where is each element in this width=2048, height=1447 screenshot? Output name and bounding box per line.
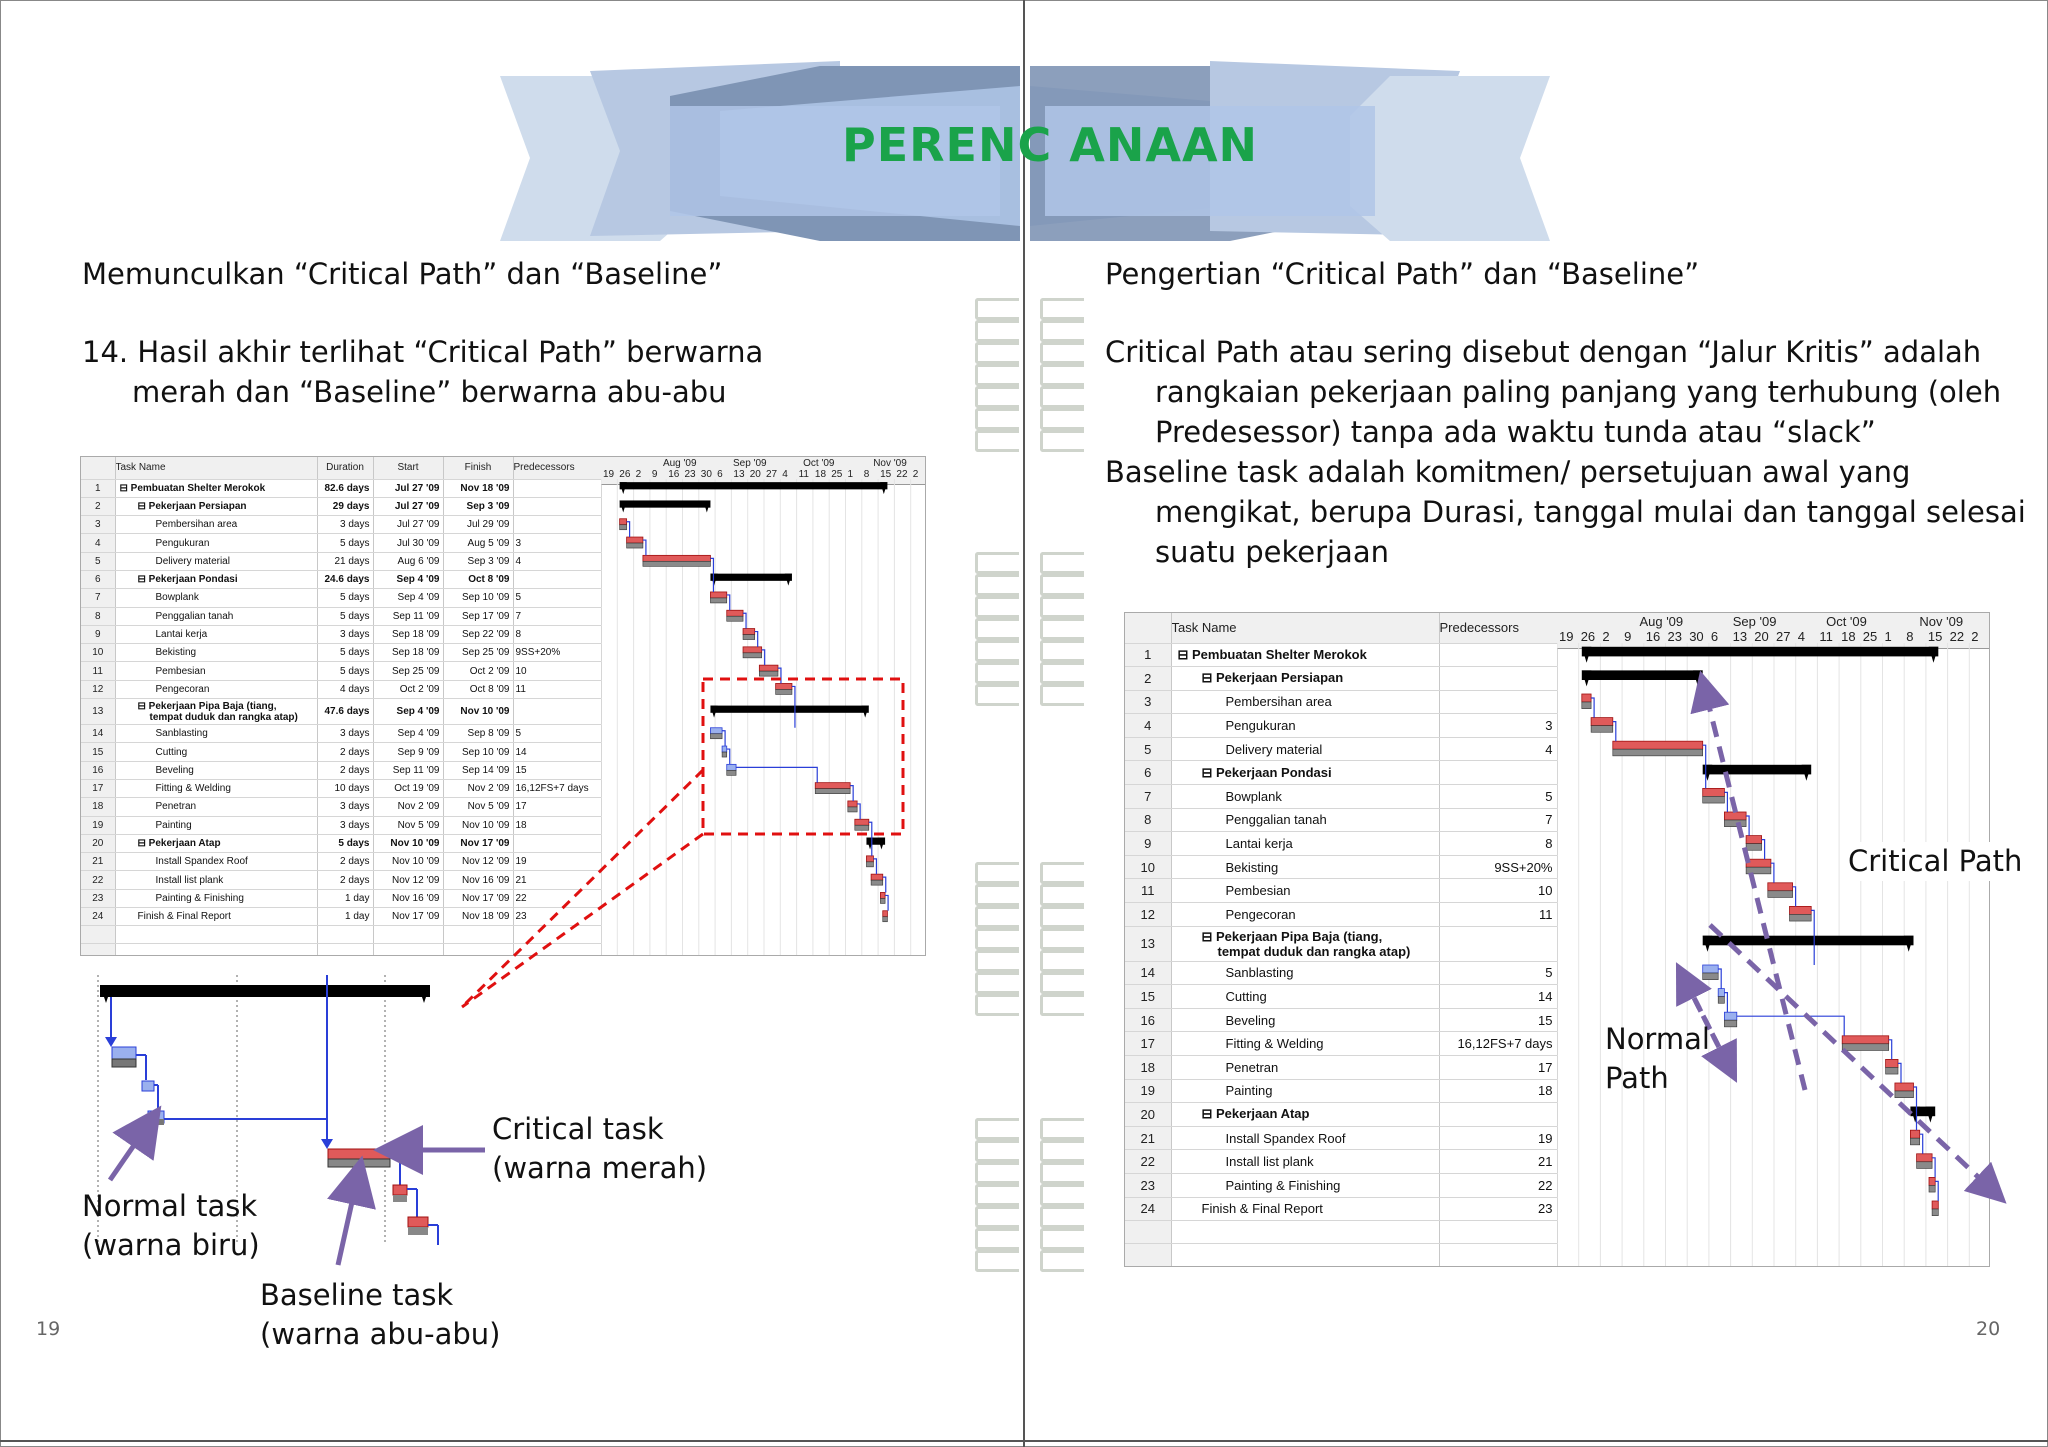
table-cell: 10 <box>513 662 601 680</box>
table-cell: 9 <box>81 625 115 643</box>
table-cell: 21 <box>1125 1126 1171 1150</box>
table-cell: 2 days <box>317 743 373 761</box>
table-cell: Nov 10 '09 <box>373 853 443 871</box>
table-cell: 7 <box>1439 808 1557 832</box>
table-cell: 15 <box>1439 1008 1557 1032</box>
table-cell: Nov 2 '09 <box>443 779 513 797</box>
table-cell: 8 <box>1439 832 1557 856</box>
task-name-cell: ⊟ Pembuatan Shelter Merokok <box>115 479 317 497</box>
table-cell: Jul 27 '09 <box>373 516 443 534</box>
table-cell: Sep 10 '09 <box>443 743 513 761</box>
table-cell: 5 <box>513 725 601 743</box>
timescale-day: 25 <box>1862 629 1878 644</box>
table-cell: Sep 9 '09 <box>373 743 443 761</box>
table-cell: 19 <box>513 853 601 871</box>
task-name: Sanblasting <box>1225 965 1294 981</box>
table-cell: 21 <box>81 853 115 871</box>
right-p2-line-2: mengikat, berupa Durasi, tanggal mulai dan tanggal selesai <box>1155 495 2026 529</box>
task-name-cell: ⊟ Pembuatan Shelter Merokok <box>1171 643 1439 667</box>
table-cell: Nov 18 '09 <box>443 908 513 926</box>
table-cell: Nov 17 '09 <box>373 908 443 926</box>
task-name: Beveling <box>155 764 194 776</box>
table-cell: 1 <box>81 479 115 497</box>
table-cell: 14 <box>81 725 115 743</box>
table-cell: 5 days <box>317 662 373 680</box>
col-start: Start <box>373 457 443 479</box>
table-cell: Sep 11 '09 <box>373 607 443 625</box>
timescale-day: 26 <box>619 469 631 480</box>
table-cell: Nov 17 '09 <box>443 889 513 907</box>
timescale-day: 18 <box>1841 629 1856 644</box>
table-cell: 8 <box>513 625 601 643</box>
col-finish: Finish <box>443 457 513 479</box>
table-cell: Aug 5 '09 <box>443 534 513 552</box>
table-cell: 18 <box>513 816 601 834</box>
task-name: Pekerjaan Pondasi <box>1216 764 1332 780</box>
table-cell: 23 <box>513 908 601 926</box>
table-cell: 14 <box>1439 985 1557 1009</box>
task-name-cell: ⊟ Pekerjaan Pondasi <box>115 570 317 588</box>
table-cell: Jul 30 '09 <box>373 534 443 552</box>
table-cell: Oct 8 '09 <box>443 570 513 588</box>
table-cell: 3 days <box>317 516 373 534</box>
label-normal-path-1: Normal <box>1605 1022 1710 1056</box>
table-cell: 1 <box>1125 643 1171 667</box>
timescale-day: 4 <box>782 469 788 480</box>
table-cell: 13 <box>1125 926 1171 961</box>
timescale-day: 2 <box>1971 629 1979 644</box>
table-cell: 12 <box>81 680 115 698</box>
table-cell: 21 <box>1439 1150 1557 1174</box>
task-name: Pekerjaan Atap <box>1216 1106 1310 1122</box>
table-cell: Sep 8 '09 <box>443 725 513 743</box>
table-cell: 24.6 days <box>317 570 373 588</box>
task-name: Painting & Finishing <box>155 892 244 904</box>
task-name-line2: tempat duduk dan rangka atap) <box>1217 943 1411 959</box>
table-cell: Sep 3 '09 <box>443 552 513 570</box>
table-cell: Sep 4 '09 <box>373 589 443 607</box>
right-p1-line-1: Critical Path atau sering disebut dengan “Jalur Kritis” adalah <box>1105 335 1982 369</box>
table-cell: 10 <box>81 644 115 662</box>
table-cell: Jul 27 '09 <box>373 497 443 515</box>
table-cell: 7 <box>81 589 115 607</box>
task-name: Painting & Finishing <box>1225 1177 1341 1193</box>
table-cell: Jul 27 '09 <box>373 479 443 497</box>
task-name: Pengecoran <box>1225 906 1296 922</box>
table-cell: 4 <box>1125 714 1171 738</box>
table-cell: 9SS+20% <box>1439 855 1557 879</box>
table-cell: 9 <box>1125 832 1171 856</box>
task-name: Bowplank <box>1225 788 1282 804</box>
task-name: Finish & Final Report <box>137 911 231 923</box>
table-cell: 11 <box>513 680 601 698</box>
table-cell: Sep 25 '09 <box>373 662 443 680</box>
table-cell: 2 <box>1125 667 1171 691</box>
timescale-month: Aug '09 <box>1639 614 1684 629</box>
timescale-day: 22 <box>896 469 908 480</box>
table-cell: 82.6 days <box>317 479 373 497</box>
table-cell: 24 <box>81 908 115 926</box>
table-cell: 23 <box>1439 1197 1557 1221</box>
table-cell: Nov 12 '09 <box>443 853 513 871</box>
task-name: Penggalian tanah <box>155 610 234 622</box>
table-cell: 3 days <box>317 725 373 743</box>
table-cell: 3 days <box>317 816 373 834</box>
timescale-day: 30 <box>700 469 712 480</box>
timescale-day: 18 <box>814 469 827 480</box>
table-cell: 4 <box>1439 737 1557 761</box>
table-cell: Sep 11 '09 <box>373 761 443 779</box>
task-name: Install Spandex Roof <box>1225 1130 1346 1146</box>
table-cell: 3 days <box>317 625 373 643</box>
task-name: Pembersihan area <box>1225 694 1332 710</box>
task-name-cell: ⊟ Pekerjaan Pipa Baja (tiang, tempat duduk dan rangka atap) <box>115 699 317 725</box>
task-name: Pekerjaan Persiapan <box>1216 670 1344 686</box>
table-cell: 20 <box>81 834 115 852</box>
table-cell: 16,12FS+7 days <box>1439 1032 1557 1056</box>
table-cell: 1 day <box>317 908 373 926</box>
timescale-month: Oct '09 <box>1826 614 1867 629</box>
timescale-month: Nov '09 <box>1919 614 1964 629</box>
table-cell: 12 <box>1125 903 1171 927</box>
left-step-line-1: 14. Hasil akhir terlihat “Critical Path” berwarna <box>82 335 764 369</box>
timescale-day: 13 <box>733 469 745 480</box>
task-name-cell: ⊟ Pekerjaan Pondasi <box>1171 761 1439 785</box>
table-cell: 47.6 days <box>317 699 373 725</box>
table-cell: Nov 17 '09 <box>443 834 513 852</box>
label-normal-path-2: Path <box>1605 1061 1669 1095</box>
table-cell: Aug 6 '09 <box>373 552 443 570</box>
timescale-day: 6 <box>1710 629 1719 644</box>
task-name: Pekerjaan Pipa Baja (tiang, <box>1216 928 1383 944</box>
right-heading: Pengertian “Critical Path” dan “Baseline” <box>1105 257 1700 291</box>
timescale-day: 1 <box>847 469 854 480</box>
table-cell: 23 <box>1125 1173 1171 1197</box>
timescale-day: 2 <box>635 469 642 480</box>
table-cell: 3 <box>1125 690 1171 714</box>
task-name: Painting <box>1225 1083 1273 1099</box>
timescale-day: 25 <box>831 469 843 480</box>
table-cell: 5 days <box>317 534 373 552</box>
task-name: Cutting <box>1225 989 1267 1005</box>
table-cell: 17 <box>81 779 115 797</box>
table-cell: Nov 10 '09 <box>443 699 513 725</box>
task-name: Cutting <box>155 746 188 758</box>
timescale-day: 16 <box>1645 629 1661 644</box>
timescale-day: 11 <box>1819 629 1833 644</box>
timescale-day: 13 <box>1732 629 1748 644</box>
table-cell: Sep 3 '09 <box>443 497 513 515</box>
table-cell: 3 <box>81 516 115 534</box>
right-p2-line-1: Baseline task adalah komitmen/ persetujuan awal yang <box>1105 455 1911 489</box>
table-cell: 10 days <box>317 779 373 797</box>
right-p1-line-2: rangkaian pekerjaan paling panjang yang terhubung (oleh <box>1155 375 2002 409</box>
label-baseline-task-1: Baseline task <box>260 1278 454 1312</box>
timescale-day: 6 <box>717 469 723 480</box>
table-cell: 3 days <box>317 798 373 816</box>
table-cell: 3 <box>1439 714 1557 738</box>
table-cell: 8 <box>81 607 115 625</box>
table-cell: 17 <box>1439 1056 1557 1080</box>
table-cell: 5 days <box>317 644 373 662</box>
table-cell: Sep 4 '09 <box>373 725 443 743</box>
table-cell: 7 <box>1125 785 1171 809</box>
right-p2-line-3: suatu pekerjaan <box>1155 535 1389 569</box>
timescale-month: Sep '09 <box>733 458 767 469</box>
task-name: Sanblasting <box>155 728 208 740</box>
table-cell: 11 <box>81 662 115 680</box>
timescale-month: Nov '09 <box>873 458 907 469</box>
table-cell: Sep 4 '09 <box>373 570 443 588</box>
task-name: Delivery material <box>155 555 230 567</box>
table-cell: 4 <box>81 534 115 552</box>
timescale-day: 15 <box>880 469 892 480</box>
label-critical-task-1: Critical task <box>492 1112 664 1146</box>
table-cell: Sep 10 '09 <box>443 589 513 607</box>
table-cell: 15 <box>513 761 601 779</box>
table-cell: 19 <box>1439 1126 1557 1150</box>
table-cell: 4 <box>513 552 601 570</box>
task-name: Penggalian tanah <box>1225 812 1327 828</box>
table-cell: 5 <box>1439 961 1557 985</box>
table-cell: 5 days <box>317 607 373 625</box>
table-cell: 2 days <box>317 871 373 889</box>
task-name: Pembersihan area <box>155 519 238 531</box>
table-cell: Sep 25 '09 <box>443 644 513 662</box>
table-cell: 2 days <box>317 853 373 871</box>
table-cell: 13 <box>81 699 115 725</box>
table-cell: 29 days <box>317 497 373 515</box>
table-cell: 10 <box>1125 855 1171 879</box>
timescale-day: 8 <box>863 469 870 480</box>
table-cell: Nov 12 '09 <box>373 871 443 889</box>
task-name: Pengukuran <box>155 537 210 549</box>
task-name-cell: ⊟ Pekerjaan Persiapan <box>1171 667 1439 691</box>
timescale-month: Sep '09 <box>1732 614 1777 629</box>
table-cell: 15 <box>1125 985 1171 1009</box>
table-cell: Sep 17 '09 <box>443 607 513 625</box>
timescale-day: 20 <box>1754 629 1769 644</box>
task-name-cell: ⊟ Pekerjaan Persiapan <box>115 497 317 515</box>
label-normal-task-1: Normal task <box>82 1189 258 1223</box>
table-cell: 1 day <box>317 889 373 907</box>
col-duration: Duration <box>317 457 373 479</box>
table-cell: Sep 18 '09 <box>373 644 443 662</box>
table-cell: 6 <box>1125 761 1171 785</box>
table-cell: 4 days <box>317 680 373 698</box>
table-cell: Nov 2 '09 <box>373 798 443 816</box>
task-name-line2: tempat duduk dan rangka atap) <box>149 711 298 723</box>
timescale-day: 8 <box>1906 629 1914 644</box>
table-cell: Nov 5 '09 <box>443 798 513 816</box>
timescale-day: 27 <box>1776 629 1791 644</box>
table-cell: 2 <box>81 497 115 515</box>
table-cell: Sep 18 '09 <box>373 625 443 643</box>
left-heading: Memunculkan “Critical Path” dan “Baseline” <box>82 257 723 291</box>
left-step-line-2: merah dan “Baseline” berwarna abu-abu <box>132 375 727 409</box>
timescale-day: 9 <box>1624 629 1632 644</box>
task-name: Fitting & Welding <box>155 783 231 795</box>
table-cell: 17 <box>513 798 601 816</box>
table-cell: 15 <box>81 743 115 761</box>
table-cell: 16 <box>1125 1008 1171 1032</box>
table-cell: Jul 29 '09 <box>443 516 513 534</box>
timescale-day: 11 <box>798 469 809 480</box>
task-name: Lantai kerja <box>155 629 208 641</box>
table-cell: Nov 18 '09 <box>443 479 513 497</box>
col-predecessors-right: Predecessors <box>1439 613 1557 643</box>
table-cell: Sep 22 '09 <box>443 625 513 643</box>
right-page-number: 20 <box>1976 1318 2001 1340</box>
task-name-cell: ⊟ Pekerjaan Pipa Baja (tiang, tempat duduk dan rangka atap) <box>1171 926 1439 961</box>
timescale-day: 1 <box>1884 629 1892 644</box>
table-cell: 18 <box>1125 1056 1171 1080</box>
table-cell: Nov 16 '09 <box>373 889 443 907</box>
table-cell: 2 days <box>317 761 373 779</box>
timescale-month: Oct '09 <box>803 458 835 469</box>
table-cell: 20 <box>1125 1103 1171 1127</box>
table-cell: 5 <box>81 552 115 570</box>
label-critical-path: Critical Path <box>1848 842 2022 881</box>
timescale-day: 30 <box>1689 629 1704 644</box>
task-name: Pengecoran <box>155 683 210 695</box>
task-name: Delivery material <box>1225 741 1323 757</box>
table-cell: 11 <box>1125 879 1171 903</box>
table-cell: 9SS+20% <box>513 644 601 662</box>
timescale-day: 4 <box>1797 629 1805 644</box>
task-name: Install list plank <box>155 874 224 886</box>
table-cell: 22 <box>1439 1173 1557 1197</box>
table-cell: Nov 10 '09 <box>443 816 513 834</box>
task-name: Bowplank <box>155 592 199 604</box>
timescale-day: 23 <box>1667 629 1682 644</box>
table-cell: 7 <box>513 607 601 625</box>
label-critical-task-2: (warna merah) <box>492 1151 708 1185</box>
task-name: Pekerjaan Pipa Baja (tiang, <box>148 700 277 712</box>
table-cell: 17 <box>1125 1032 1171 1056</box>
timescale-month: Aug '09 <box>662 458 697 469</box>
timescale-day: 23 <box>684 469 696 480</box>
table-cell: Oct 19 '09 <box>373 779 443 797</box>
table-cell: 14 <box>513 743 601 761</box>
col-task-name: Task Name <box>115 457 317 479</box>
table-cell: 5 days <box>317 834 373 852</box>
table-cell: 22 <box>513 889 601 907</box>
table-cell: 19 <box>1125 1079 1171 1103</box>
task-name: Pengukuran <box>1225 718 1296 734</box>
task-name: Beveling <box>1225 1012 1276 1028</box>
col-predecessors: Predecessors <box>513 457 601 479</box>
table-cell: 24 <box>1125 1197 1171 1221</box>
right-p1-line-3: Predesessor) tanpa ada waktu tunda atau “slack” <box>1155 415 1876 449</box>
table-cell: 5 <box>1125 737 1171 761</box>
table-cell: Sep 14 '09 <box>443 761 513 779</box>
page-title: PERENC ANAAN <box>842 118 1259 172</box>
task-name: Pembuatan Shelter Merokok <box>1192 646 1367 662</box>
table-cell: 21 days <box>317 552 373 570</box>
table-cell: 14 <box>1125 961 1171 985</box>
left-page-number: 19 <box>36 1318 61 1340</box>
table-cell: Nov 10 '09 <box>373 834 443 852</box>
task-name-cell: ⊟ Pekerjaan Atap <box>1171 1103 1439 1127</box>
table-cell: 5 days <box>317 589 373 607</box>
task-name: Pembuatan Shelter Merokok <box>130 482 266 494</box>
table-cell: 6 <box>81 570 115 588</box>
timescale-day: 26 <box>1580 629 1596 644</box>
table-cell: 22 <box>1125 1150 1171 1174</box>
task-name: Install Spandex Roof <box>155 856 248 868</box>
table-cell: 19 <box>81 816 115 834</box>
timescale-day: 20 <box>749 469 761 480</box>
task-name: Painting <box>155 819 192 831</box>
table-cell: 3 <box>513 534 601 552</box>
task-name: Penetran <box>155 801 197 813</box>
table-cell: 18 <box>81 798 115 816</box>
task-name: Fitting & Welding <box>1225 1036 1324 1052</box>
timescale-day: 16 <box>668 469 680 480</box>
timescale-day: 15 <box>1927 629 1943 644</box>
table-cell: 10 <box>1439 879 1557 903</box>
task-name: Bekisting <box>1225 859 1279 875</box>
task-name: Install list plank <box>1225 1154 1314 1170</box>
table-cell: 11 <box>1439 903 1557 927</box>
table-cell: 5 <box>1439 785 1557 809</box>
table-cell: Nov 16 '09 <box>443 871 513 889</box>
task-name: Pembesian <box>155 665 206 677</box>
task-name: Penetran <box>1225 1059 1279 1075</box>
task-name: Pembesian <box>1225 883 1291 899</box>
table-cell: Oct 2 '09 <box>443 662 513 680</box>
table-cell: Nov 5 '09 <box>373 816 443 834</box>
task-name: Finish & Final Report <box>1201 1201 1323 1217</box>
label-baseline-task-2: (warna abu-abu) <box>260 1317 501 1351</box>
table-cell: Sep 4 '09 <box>373 699 443 725</box>
timescale-day: 9 <box>651 469 658 480</box>
table-cell: 8 <box>1125 808 1171 832</box>
timescale-day: 2 <box>912 469 919 480</box>
timescale-day: 19 <box>603 469 615 480</box>
timescale-day: 22 <box>1949 629 1965 644</box>
table-cell: 21 <box>513 871 601 889</box>
timescale-day: 2 <box>1602 629 1610 644</box>
label-normal-task-2: (warna biru) <box>82 1228 260 1262</box>
timescale-day: 27 <box>766 469 778 480</box>
table-cell: 16,12FS+7 days <box>513 779 601 797</box>
table-cell: 16 <box>81 761 115 779</box>
table-cell: 18 <box>1439 1079 1557 1103</box>
table-cell: 23 <box>81 889 115 907</box>
task-name: Pekerjaan Atap <box>148 837 221 849</box>
task-name: Lantai kerja <box>1225 836 1293 852</box>
task-name-cell: ⊟ Pekerjaan Atap <box>115 834 317 852</box>
task-name: Pekerjaan Persiapan <box>148 500 247 512</box>
timescale-day: 19 <box>1559 629 1574 644</box>
table-cell: Oct 8 '09 <box>443 680 513 698</box>
task-name: Pekerjaan Pondasi <box>148 574 238 586</box>
col-task-name-right: Task Name <box>1171 613 1439 643</box>
task-name: Bekisting <box>155 647 197 659</box>
table-cell: 22 <box>81 871 115 889</box>
table-cell: Oct 2 '09 <box>373 680 443 698</box>
table-cell: 5 <box>513 589 601 607</box>
